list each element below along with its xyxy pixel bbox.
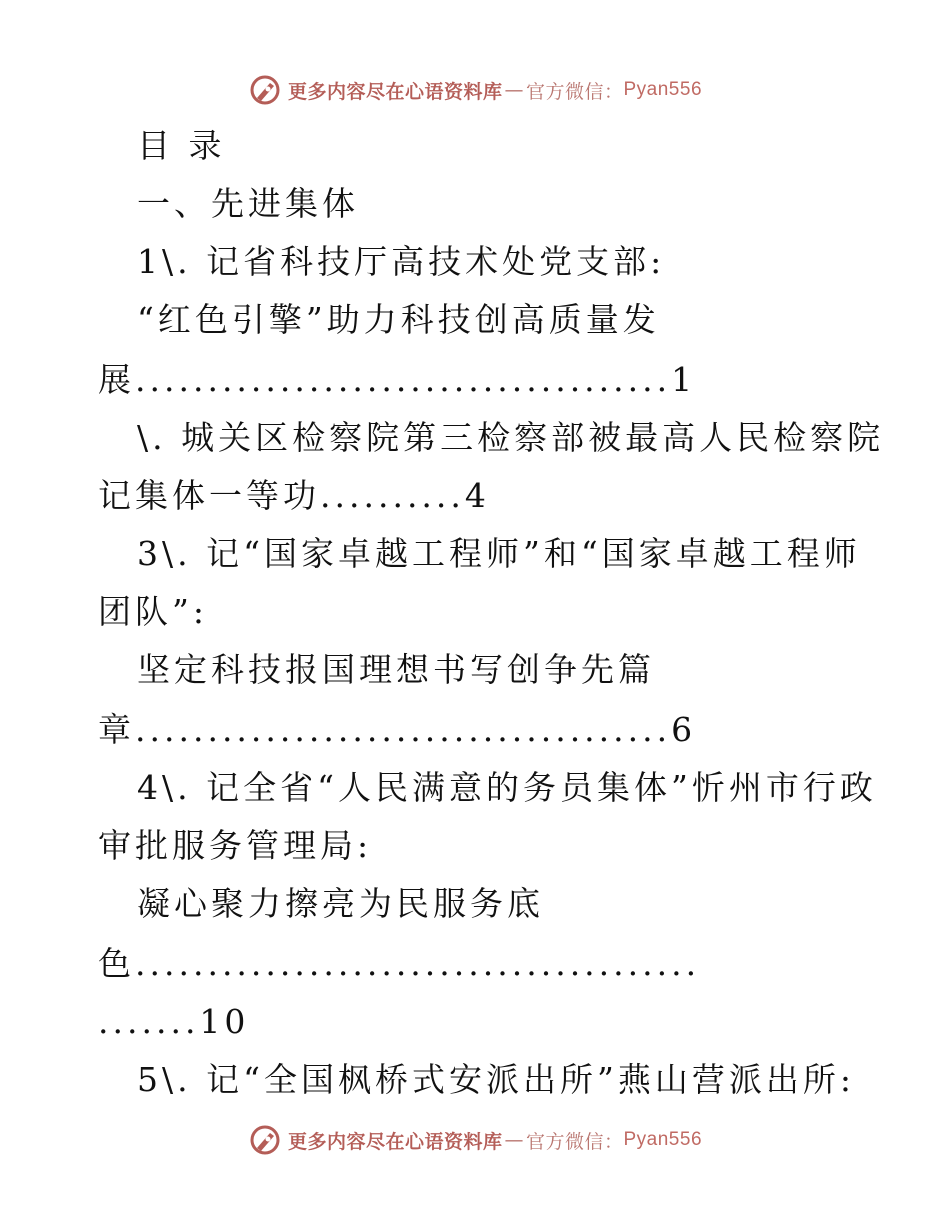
toc-entry-4-line1: 4\. 记全省“人民满意的务员集体”忻州市行政 <box>137 768 877 807</box>
toc-entry-4-line2: 审批服务管理局: <box>98 826 373 865</box>
toc-entry-2-line2: 记集体一等功..........4 <box>98 476 490 515</box>
watermark-brand-footer <box>248 1123 702 1157</box>
pen-logo-icon <box>248 1123 282 1157</box>
watermark-brand <box>248 73 702 107</box>
watermark-site: 更多内容尽在心语资料库 <box>287 80 503 103</box>
watermark-site: 更多内容尽在心语资料库 <box>287 1130 503 1153</box>
toc-entry-1-line3: 展.....................................1 <box>98 360 697 399</box>
toc-entry-1-line2: “红色引擎”助力科技创高质量发 <box>137 300 660 339</box>
toc-entry-5-line1: 5\. 记“全国枫桥式安派出所”燕山营派出所: <box>137 1060 855 1099</box>
pen-logo-icon <box>248 73 282 107</box>
watermark-footer <box>0 1120 950 1160</box>
watermark-separator: — <box>504 1129 524 1151</box>
toc-entry-4-line5: .......10 <box>98 1002 250 1041</box>
toc-entry-3-line2: 团队”: <box>98 592 208 631</box>
watermark-contact: 官方微信： <box>525 1130 624 1153</box>
toc-entry-3-line4: 章.....................................6 <box>98 710 697 749</box>
toc-entry-3-line3: 坚定科技报国理想书写创争先篇 <box>137 650 655 689</box>
watermark-contact: 官方微信： <box>525 80 624 103</box>
toc-entry-3-line1: 3\. 记“国家卓越工程师”和“国家卓越工程师 <box>137 534 861 573</box>
watermark-wechat-id: Pyan556 <box>623 1129 703 1150</box>
toc-entry-2-line1: \. 城关区检察院第三检察部被最高人民检察院 <box>137 418 885 457</box>
section-heading: 一、先进集体 <box>137 184 359 223</box>
toc-title: 目 录 <box>137 126 226 165</box>
toc-entry-1-line1: 1\. 记省科技厅高技术处党支部: <box>137 242 666 281</box>
toc-entry-4-line3: 凝心聚力擦亮为民服务底 <box>137 884 544 923</box>
watermark-separator: — <box>504 79 524 101</box>
watermark-header <box>0 70 950 110</box>
toc-entry-4-line4: 色....................................... <box>98 944 701 983</box>
watermark-wechat-id: Pyan556 <box>623 79 703 100</box>
